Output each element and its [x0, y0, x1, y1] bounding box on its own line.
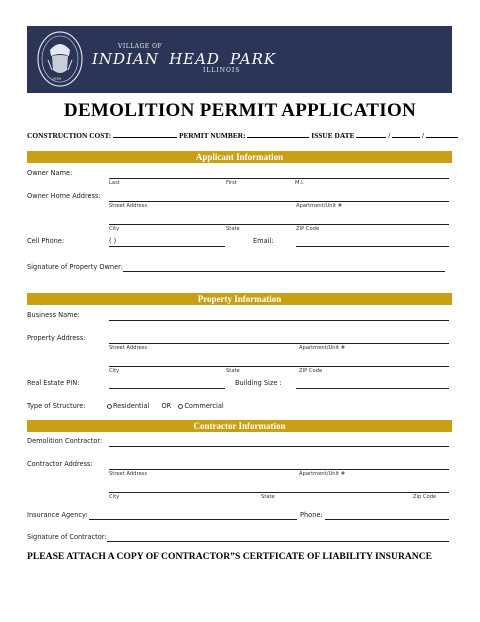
logo-village-of: VILLAGE OF: [118, 43, 163, 50]
email-label: Email:: [253, 237, 274, 245]
contractor-section-header: Contractor Information: [27, 420, 452, 432]
demolition-contractor-field[interactable]: [109, 446, 449, 447]
contractor-state-sublabel: State: [261, 494, 275, 500]
residential-label: Residential: [113, 402, 150, 410]
cell-phone-label: Cell Phone:: [27, 237, 65, 245]
page-title: DEMOLITION PERMIT APPLICATION: [63, 100, 417, 121]
insurance-agency-field[interactable]: [89, 519, 297, 520]
property-city-field[interactable]: [109, 366, 449, 367]
property-street-field[interactable]: [109, 343, 449, 344]
logo-word-park: PARK: [230, 50, 277, 68]
logo-word-head: HEAD: [169, 50, 220, 68]
cell-phone-field[interactable]: [109, 246, 225, 247]
owner-city-sublabel: City: [109, 226, 120, 232]
property-section-header: Property Information: [27, 293, 452, 305]
cost-line: [27, 131, 458, 140]
issue-date-day-field[interactable]: [392, 131, 420, 138]
seal-year: 1959: [52, 77, 62, 81]
real-estate-pin-label: Real Estate PIN:: [27, 379, 80, 387]
insurance-phone-label: Phone:: [300, 511, 323, 519]
issue-date-year-field[interactable]: [426, 131, 458, 138]
owner-name-label: Owner Name:: [27, 169, 73, 177]
construction-cost-label: CONSTRUCTION COST:: [27, 131, 112, 140]
property-street-sublabel: Street Address: [109, 345, 148, 351]
property-zip-sublabel: ZIP Code: [299, 368, 323, 374]
property-apt-sublabel: Apartment/Unit #: [299, 345, 346, 351]
building-size-label: Building Size :: [235, 379, 282, 387]
insurance-phone-field[interactable]: [325, 519, 449, 520]
applicant-section-header: Applicant Information: [27, 151, 452, 163]
structure-type-label: Type of Structure:: [27, 402, 86, 410]
property-address-label: Property Address:: [27, 334, 86, 342]
contractor-street-sublabel: Street Address: [109, 471, 148, 477]
issue-date-label: ISSUE DATE: [311, 131, 355, 140]
owner-mi-sublabel: M.I.: [295, 180, 305, 186]
issue-date-slash-2: /: [422, 131, 425, 140]
logo-wordmark: [92, 49, 276, 68]
contractor-city-sublabel: City: [109, 494, 120, 500]
issue-date-slash-1: /: [388, 131, 391, 140]
insurance-agency-label: Insurance Agency:: [27, 511, 88, 519]
owner-first-sublabel: First: [226, 180, 237, 186]
owner-signature-field[interactable]: [123, 271, 445, 272]
owner-street-sublabel: Street Address: [109, 203, 148, 209]
property-state-sublabel: State: [226, 368, 240, 374]
owner-zip-sublabel: ZIP Code: [296, 226, 320, 232]
email-field[interactable]: [296, 246, 449, 247]
contractor-signature-label: Signature of Contractor:: [27, 533, 107, 541]
contractor-apt-sublabel: Apartment/Unit #: [299, 471, 346, 477]
residential-radio[interactable]: [107, 404, 112, 409]
permit-number-label: PERMIT NUMBER:: [178, 131, 246, 140]
owner-city-field[interactable]: [109, 224, 449, 225]
contractor-city-field[interactable]: [109, 492, 449, 493]
property-city-sublabel: City: [109, 368, 120, 374]
owner-state-sublabel: State: [226, 226, 240, 232]
contractor-address-label: Contractor Address:: [27, 460, 93, 468]
commercial-radio[interactable]: [178, 404, 183, 409]
owner-last-sublabel: Last: [109, 180, 120, 186]
real-estate-pin-field[interactable]: [109, 388, 225, 389]
logo-word-indian: INDIAN: [92, 50, 159, 68]
structure-type-options: [102, 402, 224, 410]
commercial-label: Commercial: [184, 402, 224, 410]
business-name-field[interactable]: [109, 320, 449, 321]
insurance-notice: PLEASE ATTACH A COPY OF CONTRACTOR”S CERTFICATE OF LIABILITY INSURANCE: [27, 551, 433, 562]
building-size-field[interactable]: [296, 388, 449, 389]
owner-name-field[interactable]: [109, 178, 449, 179]
owner-home-address-label: Owner Home Address:: [27, 192, 101, 200]
owner-street-field[interactable]: [109, 201, 449, 202]
or-label: OR: [161, 402, 172, 410]
contractor-street-field[interactable]: [109, 469, 449, 470]
cell-phone-area-code: ( ): [109, 237, 117, 245]
village-seal-icon: [36, 30, 84, 88]
construction-cost-field[interactable]: [113, 131, 177, 138]
logo-illinois: ILLINOIS: [203, 67, 241, 74]
issue-date-month-field[interactable]: [356, 131, 386, 138]
contractor-zip-sublabel: Zip Code: [413, 494, 437, 500]
business-name-label: Business Name:: [27, 311, 80, 319]
demolition-contractor-label: Demolition Contractor:: [27, 437, 103, 445]
contractor-signature-field[interactable]: [107, 541, 449, 542]
permit-number-field[interactable]: [247, 131, 309, 138]
owner-signature-label: Signature of Property Owner:: [27, 263, 123, 271]
owner-apt-sublabel: Apartment/Unit #: [296, 203, 343, 209]
